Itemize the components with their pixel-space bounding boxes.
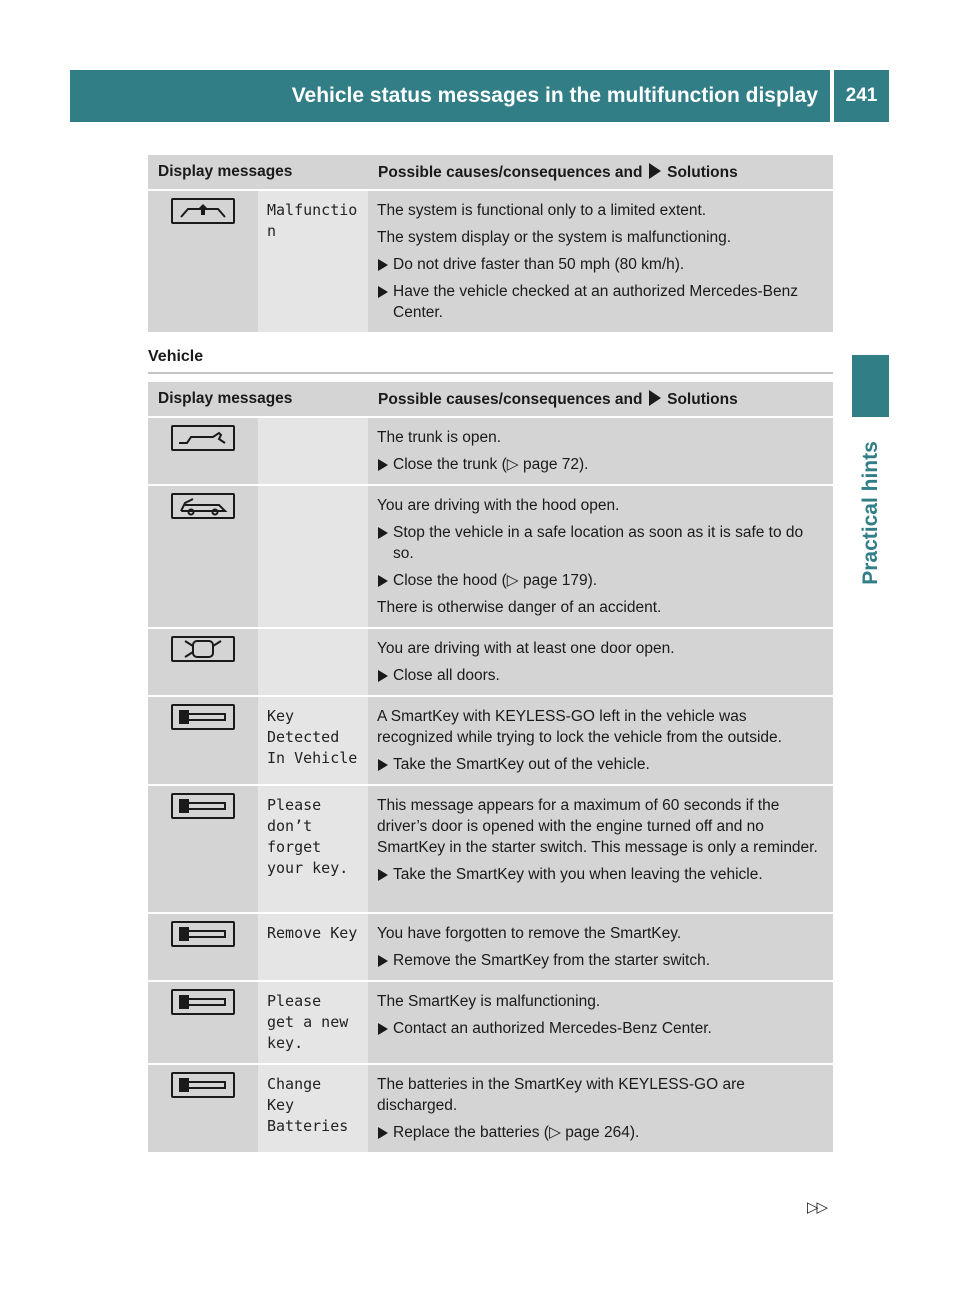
door-open-icon bbox=[171, 636, 235, 662]
header-solutions: Possible causes/consequences and Solutions bbox=[368, 155, 833, 190]
icon-cell bbox=[148, 913, 258, 981]
smartkey-icon bbox=[171, 989, 235, 1015]
smartkey-icon bbox=[171, 704, 235, 730]
action-arrow-icon bbox=[649, 163, 661, 179]
page-number: 241 bbox=[834, 70, 889, 122]
display-message: Key Detected In Vehicle bbox=[258, 696, 368, 785]
display-message bbox=[258, 417, 368, 485]
display-message bbox=[258, 628, 368, 696]
header-display-messages: Display messages bbox=[148, 155, 368, 190]
solution-cell: The SmartKey is malfunctioning. Contact an authorized Mercedes-Benz Center. bbox=[368, 981, 833, 1064]
section-title: Vehicle bbox=[148, 348, 204, 365]
top-message-table bbox=[148, 155, 833, 332]
icon-cell bbox=[148, 628, 258, 696]
table-row bbox=[148, 1064, 833, 1152]
icon-cell bbox=[148, 785, 258, 913]
icon-cell bbox=[148, 190, 258, 332]
header-solutions: Possible causes/consequences and Solutions bbox=[368, 382, 833, 417]
table-row bbox=[148, 417, 833, 485]
page-header bbox=[70, 70, 830, 122]
table-row bbox=[148, 696, 833, 785]
solution-cell: You are driving with at least one door open. Close all doors. bbox=[368, 628, 833, 696]
icon-cell bbox=[148, 1064, 258, 1152]
table-header-row bbox=[148, 382, 833, 417]
continued-marker: ▷▷ bbox=[807, 1199, 827, 1216]
solution-cell: The trunk is open. Close the trunk (▷ page 72). bbox=[368, 417, 833, 485]
action-arrow-icon bbox=[649, 390, 661, 406]
vehicle-lift-warning-icon bbox=[171, 198, 235, 224]
vehicle-message-table bbox=[148, 382, 833, 1152]
solution-cell: You have forgotten to remove the SmartKey. Remove the SmartKey from the starter switch. bbox=[368, 913, 833, 981]
table-row bbox=[148, 981, 833, 1064]
table-row bbox=[148, 485, 833, 628]
smartkey-icon bbox=[171, 793, 235, 819]
smartkey-icon bbox=[171, 1072, 235, 1098]
display-message: Change Key Batteries bbox=[258, 1064, 368, 1152]
display-message: Malfunctio n bbox=[258, 190, 368, 332]
display-message: Please get a new key. bbox=[258, 981, 368, 1064]
icon-cell bbox=[148, 696, 258, 785]
solution-cell: You are driving with the hood open. Stop the vehicle in a safe location as soon as it is safe to do so. Close the hood (▷ page 179). There is otherwise danger of an accident. bbox=[368, 485, 833, 628]
solution-cell: The batteries in the SmartKey with KEYLESS-GO are discharged. Replace the batteries (▷ page 264). bbox=[368, 1064, 833, 1152]
icon-cell bbox=[148, 417, 258, 485]
trunk-open-icon bbox=[171, 425, 235, 451]
table-row bbox=[148, 190, 833, 332]
smartkey-icon bbox=[171, 921, 235, 947]
side-tab-marker bbox=[852, 355, 889, 417]
display-message: Remove Key bbox=[258, 913, 368, 981]
table-row bbox=[148, 785, 833, 913]
icon-cell bbox=[148, 981, 258, 1064]
side-tab-label: Practical hints bbox=[858, 440, 882, 585]
section-divider bbox=[148, 372, 833, 374]
solution-cell: A SmartKey with KEYLESS-GO left in the vehicle was recognized while trying to lock the vehicle from the outside. Take the SmartKey out of the vehicle. bbox=[368, 696, 833, 785]
side-tab bbox=[852, 425, 889, 600]
table-row bbox=[148, 913, 833, 981]
table-header-row bbox=[148, 155, 833, 190]
header-display-messages: Display messages bbox=[148, 382, 368, 417]
hood-open-icon bbox=[171, 493, 235, 519]
display-message bbox=[258, 485, 368, 628]
solution-cell: This message appears for a maximum of 60 seconds if the driver’s door is opened with the engine turned off and no SmartKey in the starter switch. This message is only a reminder. Take the SmartKey with you when leaving the vehicle. bbox=[368, 785, 833, 913]
table-row bbox=[148, 628, 833, 696]
page-header-title: Vehicle status messages in the multifunction display bbox=[291, 84, 818, 107]
solution-cell: The system is functional only to a limited extent. The system display or the system is malfunctioning. Do not drive faster than 50 mph (80 km/h). Have the vehicle checked at an authorized Mercedes-Benz Center. bbox=[368, 190, 833, 332]
icon-cell bbox=[148, 485, 258, 628]
display-message: Please don’t forget your key. bbox=[258, 785, 368, 913]
